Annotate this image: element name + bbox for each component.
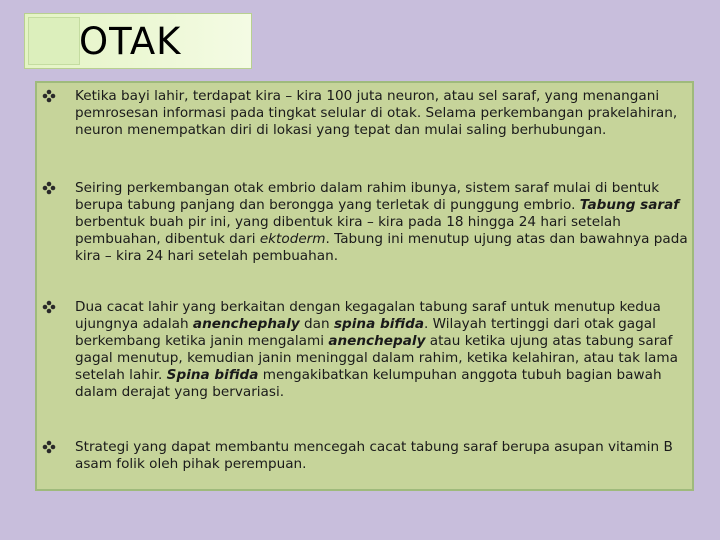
diamond-bullet-icon <box>42 440 56 454</box>
text-run: Strategi yang dapat membantu mencegah cacat tabung saraf berupa asupan vitamin B asam folik oleh pihak perempuan. <box>75 439 673 472</box>
emphasis-term: Tabung saraf <box>579 197 680 213</box>
diamond-bullet-icon <box>42 89 56 103</box>
bullet-text <box>75 88 692 139</box>
emphasis-term: anenchepaly <box>328 333 426 349</box>
bullet-item <box>42 88 692 139</box>
text-run: atau ketika ujung atas tabung saraf gagal menutup, kemudian janin meninggal dalam rahim, ketika kelahiran, atau tak lama setelah lahir. <box>75 333 678 383</box>
diamond-bullet-icon <box>42 181 56 195</box>
text-run: berbentuk buah pir ini, yang dibentuk kira – kira pada 18 hingga 24 hari setelah pembuahan, dibentuk dari <box>75 214 621 247</box>
bullet-item <box>42 180 692 265</box>
text-run: Dua cacat lahir yang berkaitan dengan kegagalan tabung saraf untuk menutup kedua ujungnya adalah <box>75 299 661 332</box>
slide-title: OTAK <box>79 20 182 63</box>
text-run: dan <box>299 316 334 332</box>
text-run: . Tabung ini menutup ujung atas dan bawahnya pada kira – kira 24 hari setelah pembuahan. <box>75 231 688 264</box>
diamond-bullet-icon <box>42 300 56 314</box>
title-accent <box>28 17 80 65</box>
title-box <box>24 13 252 69</box>
bullet-text <box>75 299 692 401</box>
text-run: . Wilayah tertinggi dari otak gagal berkembang ketika janin mengalami <box>75 316 656 349</box>
bullet-item <box>42 299 692 401</box>
content-panel <box>35 81 694 491</box>
text-run: Ketika bayi lahir, terdapat kira – kira 100 juta neuron, atau sel saraf, yang menangani pemrosesan informasi pada tingkat selular di otak. Selama perkembangan prakelahiran, neuron menempatkan diri di lokasi yang tepat dan mulai saling berhubungan. <box>75 88 678 138</box>
text-run: mengakibatkan kelumpuhan anggota tubuh bagian bawah dalam derajat yang bervariasi. <box>75 367 662 400</box>
emphasis-term: ektoderm <box>259 231 326 247</box>
bullet-item <box>42 439 692 473</box>
emphasis-term: anenchephaly <box>192 316 300 332</box>
bullet-text <box>75 180 692 265</box>
bullet-text <box>75 439 692 473</box>
text-run: Seiring perkembangan otak embrio dalam rahim ibunya, sistem saraf mulai di bentuk berupa tabung panjang dan berongga yang terletak di punggung embrio. <box>75 180 660 213</box>
emphasis-term: spina bifida <box>333 316 424 332</box>
emphasis-term: Spina bifida <box>166 367 259 383</box>
